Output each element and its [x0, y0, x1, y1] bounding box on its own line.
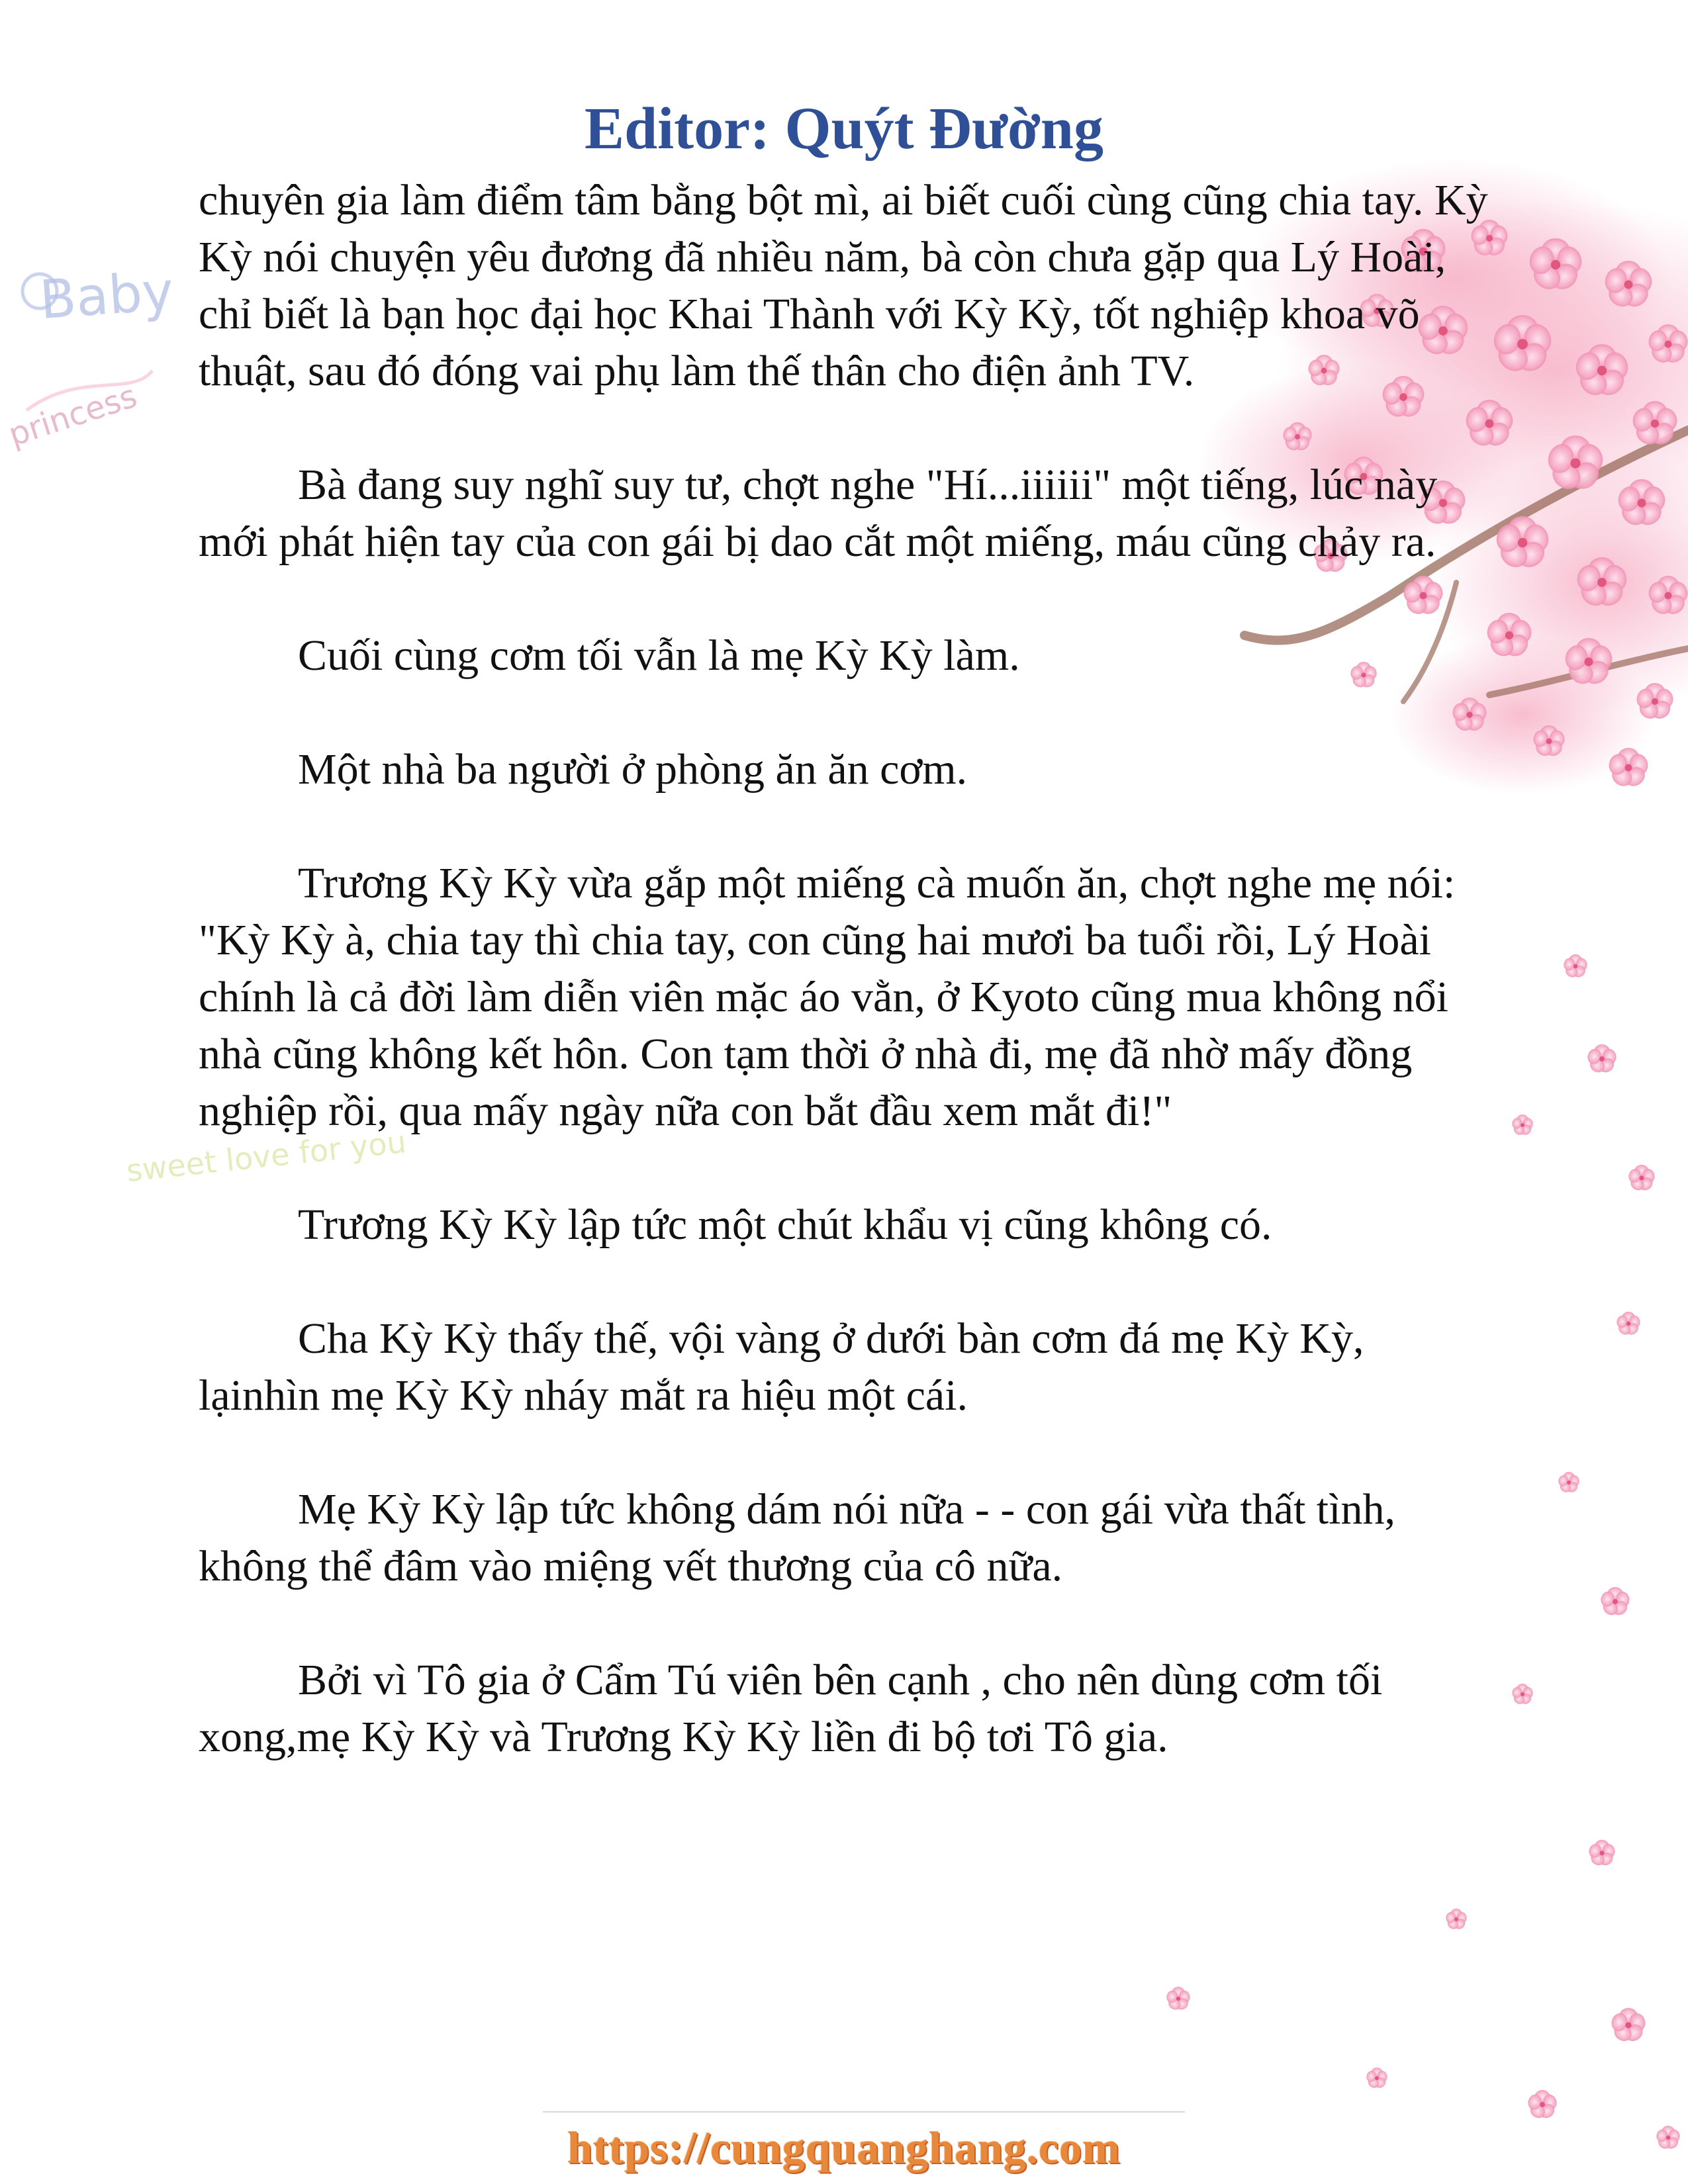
watermark-sweet: sweet love for you: [124, 1123, 408, 1189]
paragraph: Mẹ Kỳ Kỳ lập tức không dám nói nữa - - con gái vừa thất tình, không thể đâm vào miệng vết thương của cô nữa.: [199, 1485, 1395, 1590]
blossom-flower: [1511, 1684, 1534, 1706]
page-title: Editor: Quýt Đường: [585, 96, 1103, 161]
watermark-princess: princess: [4, 377, 142, 454]
blossom-flower: [1563, 955, 1589, 979]
blossom-flower: [1511, 1115, 1534, 1136]
footer-divider: [543, 2111, 1185, 2113]
blossom-flower: [1558, 1472, 1580, 1494]
blossom-flower: [1610, 2009, 1647, 2044]
blossom-flower: [1166, 1987, 1192, 2012]
paragraph: Một nhà ba người ở phòng ăn ăn cơm.: [298, 745, 968, 794]
blossom-flower: [1616, 1312, 1642, 1337]
footer-url-link[interactable]: https://cungquanghang.com: [567, 2122, 1121, 2173]
paragraph: Bà đang suy nghĩ suy tư, chợt nghe "Hí...iiiiii" một tiếng, lúc này mới phát hiện tay của con gái bị dao cắt một miếng, máu cũng chảy ra.: [199, 461, 1438, 566]
chapter-text: [199, 172, 1496, 1823]
blossom-flower: [1366, 2068, 1388, 2089]
paragraph: Trương Kỳ Kỳ lập tức một chút khẩu vị cũng không có.: [298, 1201, 1272, 1249]
paragraph: chuyên gia làm điểm tâm bằng bột mì, ai biết cuối cùng cũng chia tay. Kỳ Kỳ nói chuyện yêu đương đã nhiều năm, bà còn chưa gặp qua Lý Hoài, chỉ biết là bạn học đại học Khai Thành với Kỳ Kỳ, tốt nghiệp khoa võ thuật, sau đó đóng vai phụ làm thế thân cho điện ảnh TV.: [199, 176, 1488, 395]
paragraph: Cuối cùng cơm tối vẫn là mẹ Kỳ Kỳ làm.: [298, 631, 1020, 680]
blossom-flower: [1627, 1165, 1656, 1193]
blossom-flower: [1526, 2091, 1558, 2120]
blossom-flower: [1445, 1909, 1468, 1931]
paragraph: Cha Kỳ Kỳ thấy thế, vội vàng ở dưới bàn cơm đá mẹ Kỳ Kỳ, lạinhìn mẹ Kỳ Kỳ nháy mắt ra hiệu một cái.: [199, 1314, 1364, 1420]
blossom-flower: [1586, 1045, 1617, 1075]
paragraph: Bởi vì Tô gia ở Cẩm Tú viên bên cạnh , cho nên dùng cơm tối xong,mẹ Kỳ Kỳ và Trương Kỳ Kỳ liền đi bộ tơi Tô gia.: [199, 1656, 1383, 1761]
blossom-flower: [1599, 1588, 1630, 1617]
paragraph: Trương Kỳ Kỳ vừa gắp một miếng cà muốn ăn, chợt nghe mẹ nói: "Kỳ Kỳ à, chia tay thì chia tay, con cũng hai mươi ba tuổi rồi, Lý Hoài chính là cả đời làm diễn viên mặc áo vằn, ở Kyoto cũng mua không nổi nhà cũng không kết hôn. Con tạm thời ở nhà đi, mẹ đã nhờ mấy đồng nghiệp rồi, qua mấy ngày nữa con bắt đầu xem mắt đi!": [199, 859, 1456, 1135]
watermark-baby: Baby: [38, 260, 176, 331]
blossom-flower: [1587, 1841, 1616, 1868]
